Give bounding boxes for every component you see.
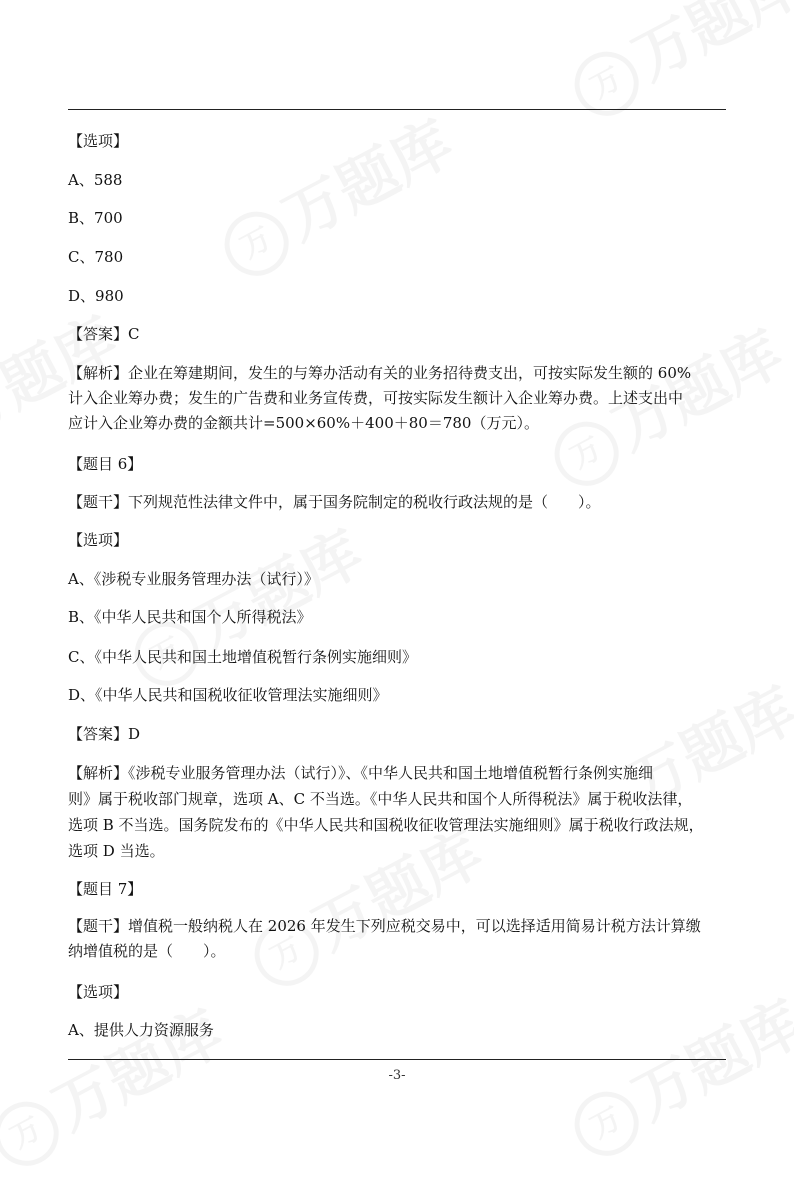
explanation-line: 【解析】企业在筹建期间，发生的与筹办活动有关的业务招待费支出，可按实际发生额的 60%	[68, 364, 692, 382]
question-number: 【题目 6】	[68, 455, 143, 473]
question-stem: 【题干】增值税一般纳税人在 2026 年发生下列应税交易中，可以选择适用简易计税方法计算缴	[68, 917, 701, 935]
options-heading: 【选项】	[68, 983, 129, 1001]
option-c: C、《中华人民共和国土地增值税暂行条例实施细则》	[68, 648, 417, 666]
option-b: B、《中华人民共和国个人所得税法》	[68, 608, 312, 626]
explanation-line: 选项 D 当选。	[68, 842, 165, 860]
option-a: A、提供人力资源服务	[68, 1021, 214, 1039]
explanation-line: 【解析】《涉税专业服务管理办法（试行）》、《中华人民共和国土地增值税暂行条例实施细	[68, 764, 654, 782]
option-b: B、700	[68, 209, 123, 227]
page-number: -3-	[388, 1068, 406, 1083]
question-stem: 纳增值税的是（ ）。	[68, 942, 226, 960]
header-rule	[68, 109, 726, 110]
explanation-line: 选项 B 不当选。国务院发布的《中华人民共和国税收征收管理法实施细则》属于税收行政法规，	[68, 816, 704, 834]
options-heading: 【选项】	[68, 132, 129, 150]
option-c: C、780	[68, 248, 124, 266]
option-d: D、《中华人民共和国税收征收管理法实施细则》	[68, 686, 388, 704]
explanation-line: 则》属于税收部门规章，选项 A、C 不当选。《中华人民共和国个人所得税法》属于税收法律，	[68, 790, 693, 808]
question-number: 【题目 7】	[68, 880, 143, 898]
option-a: A、588	[68, 171, 123, 189]
options-heading: 【选项】	[68, 531, 129, 549]
option-a: A、《涉税专业服务管理办法（试行）》	[68, 570, 319, 588]
answer: 【答案】D	[68, 725, 141, 743]
answer: 【答案】C	[68, 325, 140, 343]
explanation-line: 计入企业筹办费；发生的广告费和业务宣传费，可按实际发生额计入企业筹办费。上述支出中	[68, 389, 684, 407]
option-d: D、980	[68, 287, 124, 305]
footer-rule	[68, 1059, 726, 1060]
explanation-line: 应计入企业筹办费的金额共计=500×60%＋400＋80＝780（万元）。	[68, 414, 539, 432]
question-stem: 【题干】下列规范性法律文件中，属于国务院制定的税收行政法规的是（ ）。	[68, 493, 601, 511]
